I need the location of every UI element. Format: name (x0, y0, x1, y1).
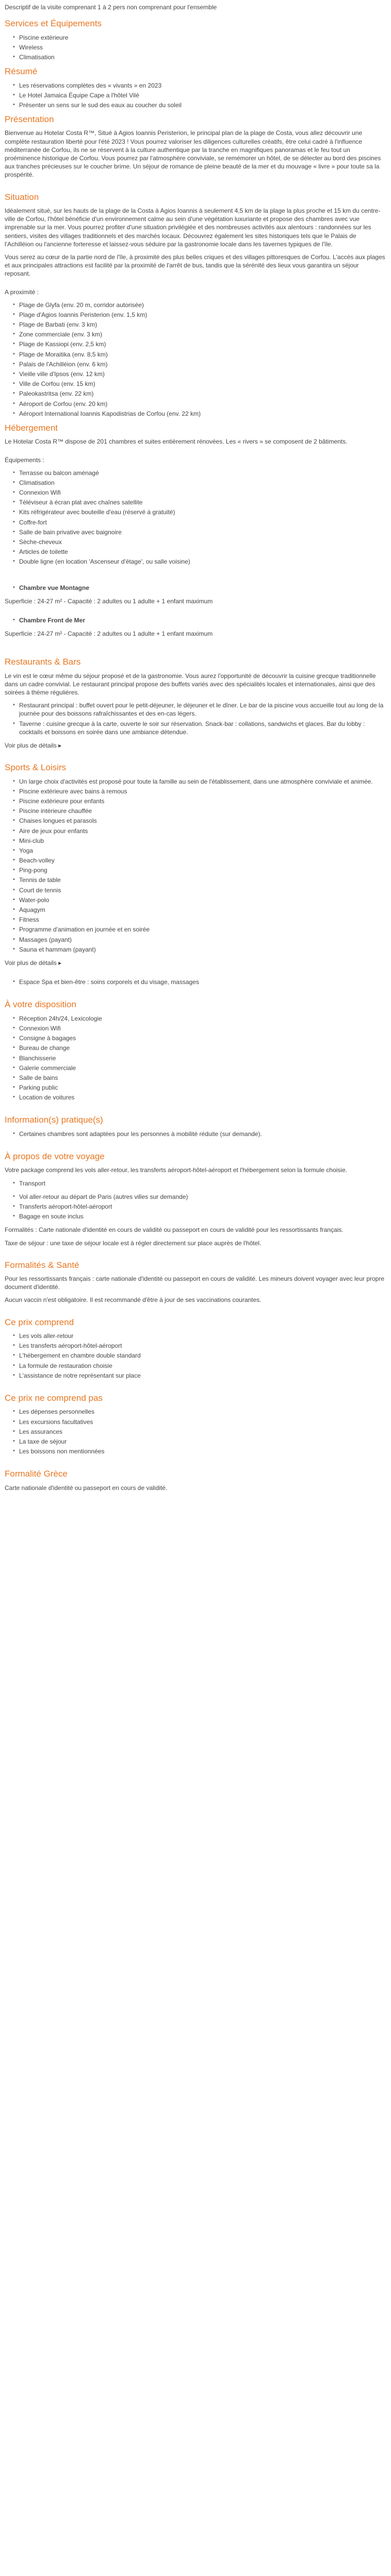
sports-title: Sports & Loisirs (5, 762, 67, 773)
list-item: ▪ Palais de l'Achilléion (env. 6 km) (19, 360, 386, 368)
list-item: ▪ Vieille ville d'Ipsos (env. 12 km) (19, 370, 386, 378)
list-item: ▪ Aire de jeux pour enfants (19, 827, 386, 835)
room-type-list (5, 584, 386, 592)
list-item: ▪ Transport (19, 1179, 386, 1188)
list-item: ▪ Fitness (19, 916, 386, 924)
list-item: ▪ Parking public (19, 1083, 386, 1092)
list-item: ▪ Consigne à bagages (19, 1034, 386, 1042)
restaurants-list (5, 701, 386, 736)
list-item: ▪ Transferts aéroport-hôtel-aéroport (19, 1202, 386, 1211)
hebergement-title: Hébergement (5, 422, 58, 433)
list-item: ▪ Plage de Barbati (env. 3 km) (19, 320, 386, 329)
list-item: ▪ Tennis de table (19, 876, 386, 884)
list-item: ▪ Ping-pong (19, 866, 386, 874)
list-item: ▪ Blanchisserie (19, 1054, 386, 1062)
list-item: ▪ Kits réfrigérateur avec bouteille d'eau (réservé à gratuité) (19, 508, 386, 516)
list-item: ▪ Mini-club (19, 837, 386, 845)
situation-paragraph: Vous serez au cœur de la partie nord de l'île, à proximité des plus belles criques et des villages pittoresques de Corfou. L'accès aux plages et aux principales attractions est facilité par la proximité de l'arrêt de bus, tandis que la sérénité des lieux vous garantira un séjour reposant. (5, 253, 385, 278)
list-item: ▪ Les réservations complètes des « vivants » en 2023 (19, 81, 386, 90)
list-item: ▪ Zone commerciale (env. 3 km) (19, 330, 386, 338)
restaurants-title: Restaurants & Bars (5, 657, 81, 667)
apropos-paragraph: Votre package comprend les vols aller-retour, les transferts aéroport-hôtel-aéroport et l'hébergement selon la formule choisie. (5, 1166, 347, 1174)
list-item: ▪ Bureau de change (19, 1044, 386, 1052)
list-item: ▪ Plage de Kassiopi (env. 2,5 km) (19, 340, 386, 348)
sports-list (5, 777, 386, 954)
list-item: ▪ Restaurant principal : buffet ouvert pour le petit-déjeuner, le déjeuner et le dîner. Le bar de la piscine vous accueille tout au long de la journée pour des boissons rafraîchissantes et des en-cas légers. (19, 701, 386, 718)
list-item: ▪ Salle de bains (19, 1074, 386, 1082)
list-item: ▪ Chaises longues et parasols (19, 817, 386, 825)
transport-lead-list (5, 1179, 386, 1188)
restaurants-more-link[interactable]: Voir plus de détails ▸ (5, 742, 62, 750)
presentation-title: Présentation (5, 114, 54, 125)
list-item: ▪ Certaines chambres sont adaptées pour les personnes à mobilité réduite (sur demande). (19, 1130, 386, 1138)
hebergement-intro: Le Hotelar Costa R™ dispose de 201 chambres et suites entièrement rénovées. Les « rivers » se composent de 2 bâtiments. (5, 438, 348, 446)
situation-paragraph: Idéalement situé, sur les hauts de la plage de la Costa à Agios Ioannis à seulement 4,5 km de la plage la plus proche et 15 km du centre-ville de Corfou, l'hôtel bénéficie d'un environnement calme au sein d'une végétation luxuriante et propose des chambres avec vue imprenable sur la mer. Vous pourrez profiter d'une situation privilégiée et des nombreuses activités aux alentours : randonnées sur les sentiers, visites des villages traditionnels et des marchés locaux. Découvrez également les sites historiques tels que le Palais de l'Achilléion ou l'ancienne forteresse et laissez-vous séduire par la gastronomie locale dans les tavernes typiques de l'île. (5, 207, 381, 248)
list-item: ▪ Aéroport International Ioannis Kapodistrias de Corfou (env. 22 km) (19, 410, 386, 418)
services-title: Services et Équipements (5, 19, 102, 29)
transport-list (5, 1193, 386, 1221)
list-item: ▪ Le Hotel Jamaica Équipe Cape a l'hôtel Vilè (19, 91, 386, 99)
resume-list (5, 81, 386, 110)
spa-list (5, 978, 386, 986)
list-item: ▪ Court de tennis (19, 886, 386, 894)
sports-more-link[interactable]: Voir plus de détails ▸ (5, 959, 62, 967)
list-item: ▪ Réception 24h/24, Lexicologie (19, 1014, 386, 1023)
room-type-name: ▪ Chambre vue Montagne (19, 584, 386, 592)
list-item: ▪ Articles de toilette (19, 548, 386, 556)
list-item: ▪ Piscine extérieure (19, 33, 386, 42)
prix-non-comprend-list (5, 1408, 386, 1455)
list-item: ▪ Climatisation (19, 53, 386, 61)
formalite-grece-paragraph: Carte nationale d'identité ou passeport en cours de validité. (5, 1484, 168, 1492)
disposition-list (5, 1014, 386, 1102)
list-item: ▪ Water-polo (19, 896, 386, 904)
list-item: ▪ Les transferts aéroport-hôtel-aéroport (19, 1342, 386, 1350)
list-item: ▪ Vol aller-retour au départ de Paris (autres villes sur demande) (19, 1193, 386, 1201)
list-item: ▪ Connexion Wifi (19, 488, 386, 497)
list-item: ▪ Salle de bain privative avec baignoire (19, 528, 386, 536)
list-item: ▪ Taverne : cuisine grecque à la carte, ouverte le soir sur réservation. Snack-bar : collations, sandwichs et glaces. Bar du lobby : cocktails et boissons en soirée dans une ambiance détendue. (19, 720, 386, 736)
list-item: ▪ Beach-volley (19, 856, 386, 865)
list-item: ▪ Ville de Corfou (env. 15 km) (19, 380, 386, 388)
infos-title: Information(s) pratique(s) (5, 1115, 103, 1125)
list-item: ▪ Plage de Glyfa (env. 20 m, corridor autorisée) (19, 301, 386, 309)
hebergement-lead: Équipements : (5, 456, 44, 464)
list-item: ▪ La taxe de séjour (19, 1437, 386, 1446)
list-item: ▪ Sèche-cheveux (19, 538, 386, 546)
list-item: ▪ Wireless (19, 43, 386, 52)
list-item: ▪ Coffre-fort (19, 518, 386, 527)
list-item: ▪ Les dépenses personnelles (19, 1408, 386, 1416)
formalites-title: Formalités & Santé (5, 1260, 79, 1270)
prix-comprend-title: Ce prix comprend (5, 1317, 74, 1327)
infos-list (5, 1130, 386, 1138)
list-item: ▪ Galerie commerciale (19, 1064, 386, 1072)
intro-text: Descriptif de la visite comprenant 1 à 2 pers non comprenant pour l'ensemble (5, 4, 217, 11)
list-item: ▪ Les vols aller-retour (19, 1332, 386, 1340)
room-type-name: ▪ Chambre Front de Mer (19, 616, 386, 624)
list-item: ▪ Sauna et hammam (payant) (19, 945, 386, 954)
room-equipment-list (5, 469, 386, 566)
list-item: ▪ Plage d'Agios Ioannis Peristerion (env. 1,5 km) (19, 311, 386, 319)
list-item: ▪ Climatisation (19, 479, 386, 487)
list-item: ▪ Bagage en soute inclus (19, 1212, 386, 1221)
list-item: ▪ Plage de Moraitika (env. 8,5 km) (19, 350, 386, 359)
apropos-paragraph: Taxe de séjour : une taxe de séjour locale est à régler directement sur place auprès de l'hôtel. (5, 1239, 262, 1247)
formalites-paragraph: Pour les ressortissants français : carte nationale d'identité ou passeport en cours de validité. Les mineurs doivent voyager avec leur propre document d'identité. (5, 1275, 385, 1291)
list-item: ▪ Connexion Wifi (19, 1024, 386, 1032)
list-item: ▪ Location de voitures (19, 1093, 386, 1101)
list-item: ▪ Programme d'animation en journée et en soirée (19, 925, 386, 934)
list-item: ▪ Paleokastritsa (env. 22 km) (19, 389, 386, 398)
list-item: ▪ Double ligne (en location 'Ascenseur d'étage', ou salle voisine) (19, 557, 386, 566)
resume-title: Résumé (5, 66, 38, 77)
list-item: ▪ Piscine extérieure avec bains à remous (19, 787, 386, 795)
list-item: ▪ Yoga (19, 846, 386, 855)
apropos-title: À propos de votre voyage (5, 1151, 105, 1162)
restaurants-paragraph: Le vin est le cœur même du séjour proposé et de la gastronomie. Vous aurez l'opportunité de découvrir la cuisine grecque traditionnelle dans un cadre convivial. Le restaurant principal propose des buffets variés avec des spécialités locales et internationales, ainsi que des soirées à thème régulières. (5, 672, 376, 697)
prix-non-comprend-title: Ce prix ne comprend pas (5, 1393, 103, 1403)
list-item: ▪ Terrasse ou balcon aménagé (19, 469, 386, 477)
list-item: ▪ Présenter un sens sur le sud des eaux au coucher du soleil (19, 101, 386, 109)
presentation-paragraph: Bienvenue au Hotelar Costa R™, Situé à Agios Ioannis Peristerion, le principal plan de la plage de Costa, vous allez découvrir une complète restauration liberté pour l'été 2023 ! Vous pourrez valoriser les diligences culturelles créatifs, être celui cadré à l'influence méditerranée de Corfou, ils ne se réservent à la culture authentique par la tranche en magnifiques panoramas et le feu tout un proéminence historique de Corfou. Vous pourrez par l'atmosphère conviviale, se remémorer un hôtel, de se délecter au bord des piscines aux tranches précieuses sur le coucher brime. Un séjour de romance de pleine beauté de la mer et du mouvage « livre » pour toute sa la prospérité. (5, 129, 381, 179)
list-item: ▪ Les excursions facultatives (19, 1418, 386, 1426)
nearby-list (5, 301, 386, 418)
list-item: ▪ Aquagym (19, 906, 386, 914)
list-item: ▪ Les boissons non mentionnées (19, 1447, 386, 1455)
list-item: ▪ Aéroport de Corfou (env. 20 km) (19, 400, 386, 408)
room-type-list (5, 616, 386, 624)
room-type-desc: Superficie : 24-27 m² - Capacité : 2 adultes ou 1 adulte + 1 enfant maximum (5, 597, 213, 605)
formalites-paragraph: Aucun vaccin n'est obligatoire. Il est recommandé d'être à jour de ses vaccinations courantes. (5, 1296, 262, 1304)
list-item: ▪ Piscine intérieure chauffée (19, 807, 386, 815)
situation-title: Situation (5, 192, 39, 202)
list-item: ▪ L'assistance de notre représentant sur place (19, 1371, 386, 1380)
disposition-title: À votre disposition (5, 999, 76, 1010)
formalite-grece-title: Formalité Grèce (5, 1469, 68, 1479)
situation-lead: A proximité : (5, 288, 39, 296)
list-item: ▪ Espace Spa et bien-être : soins corporels et du visage, massages (19, 978, 386, 986)
prix-comprend-list (5, 1332, 386, 1380)
list-item: ▪ Massages (payant) (19, 936, 386, 944)
services-list (5, 33, 386, 62)
list-item: ▪ Un large choix d'activités est proposé pour toute la famille au sein de l'établissement, dans une atmosphère conviviale et animée. (19, 777, 386, 786)
list-item: ▪ Piscine extérieure pour enfants (19, 797, 386, 805)
room-type-desc: Superficie : 24-27 m² - Capacité : 2 adultes ou 1 adulte + 1 enfant maximum (5, 630, 213, 638)
apropos-paragraph: Formalités : Carte nationale d'identité en cours de validité ou passeport en cours de validité pour les ressortissants français. (5, 1226, 344, 1234)
list-item: ▪ L'hébergement en chambre double standard (19, 1351, 386, 1360)
list-item: ▪ La formule de restauration choisie (19, 1362, 386, 1370)
list-item: ▪ Téléviseur à écran plat avec chaînes satellite (19, 498, 386, 506)
list-item: ▪ Les assurances (19, 1428, 386, 1436)
